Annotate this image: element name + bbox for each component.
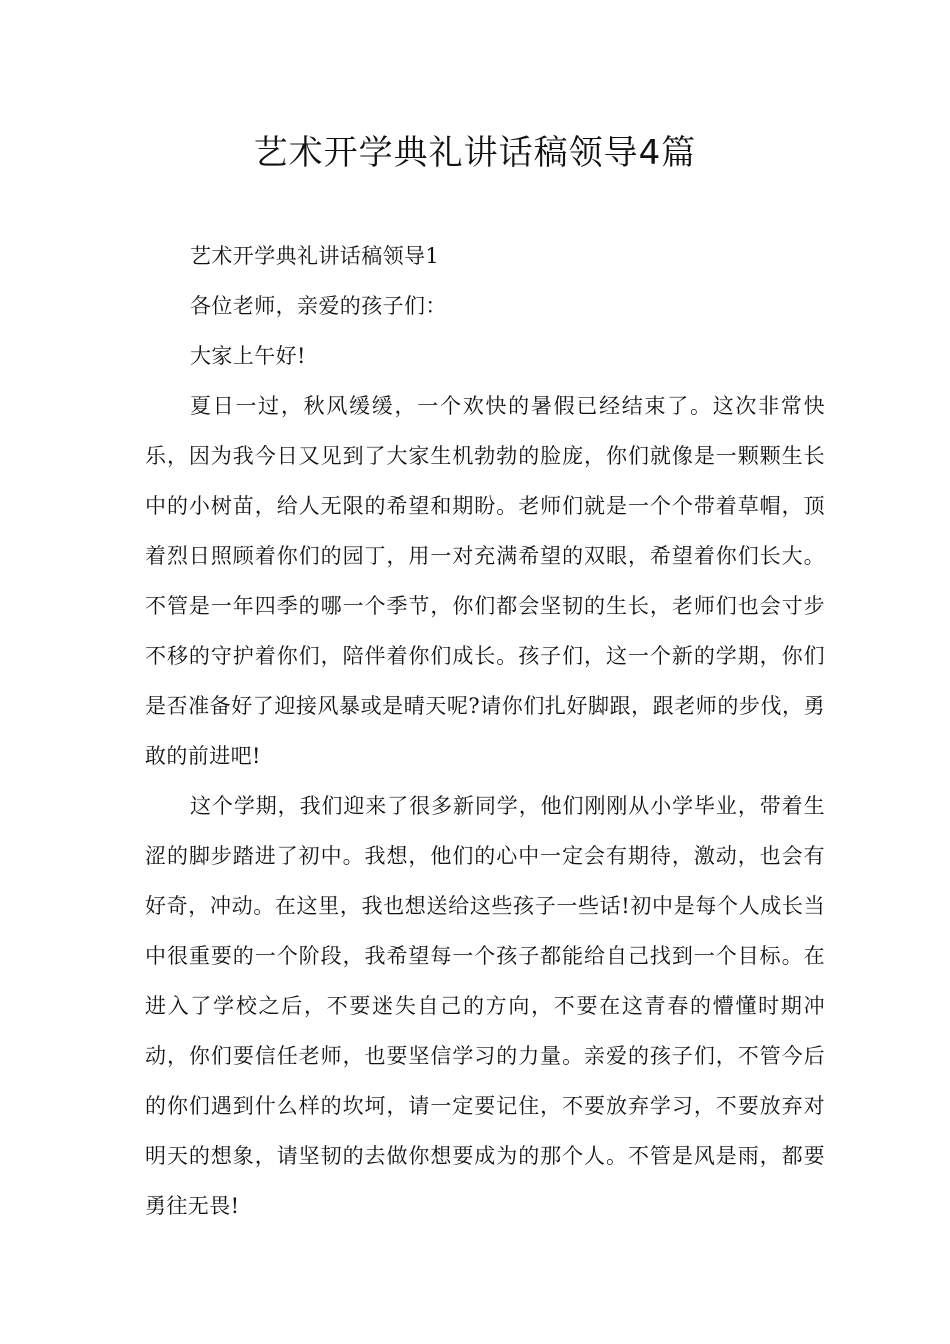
section-heading: 艺术开学典礼讲话稿领导1 — [190, 244, 440, 268]
body-paragraph: 夏日一过，秋风缓缓，一个欢快的暑假已经结束了。这次非常快乐，因为我今日又见到了大家生机勃勃的脸庞，你们就像是一颗颗生长中的小树苗，给人无限的希望和期盼。老师们就是一个个带着草帽，顶着烈日照顾着你们的园丁，用一对充满希望的双眼，希望着你们长大。不管是一年四季的哪一个季节，你们都会坚韧的生长，老师们也会寸步不移的守护着你们，陪伴着你们成长。孩子们，这一个新的学期，你们是否准备好了迎接风暴或是晴天呢?请你们扎好脚跟，跟老师的步伐，勇敢的前进吧! — [145, 394, 825, 768]
document-body — [145, 231, 825, 1231]
greeting: 大家上午好! — [190, 344, 306, 368]
salutation: 各位老师，亲爱的孩子们： — [190, 294, 447, 318]
document-title: 艺术开学典礼讲话稿领导4篇 — [253, 133, 697, 173]
body-paragraph: 这个学期，我们迎来了很多新同学，他们刚刚从小学毕业，带着生涩的脚步踏进了初中。我想，他们的心中一定会有期待，激动，也会有好奇，冲动。在这里，我也想送给这些孩子一些话!初中是每个人成长当中很重要的一个阶段，我希望每一个孩子都能给自己找到一个目标。在进入了学校之后，不要迷失自己的方向，不要在这青春的懵懂时期冲动，你们要信任老师，也要坚信学习的力量。亲爱的孩子们，不管今后的你们遇到什么样的坎坷，请一定要记住，不要放弃学习，不要放弃对明天的想象，请坚韧的去做你想要成为的那个人。不管是风是雨，都要勇往无畏! — [145, 794, 825, 1218]
